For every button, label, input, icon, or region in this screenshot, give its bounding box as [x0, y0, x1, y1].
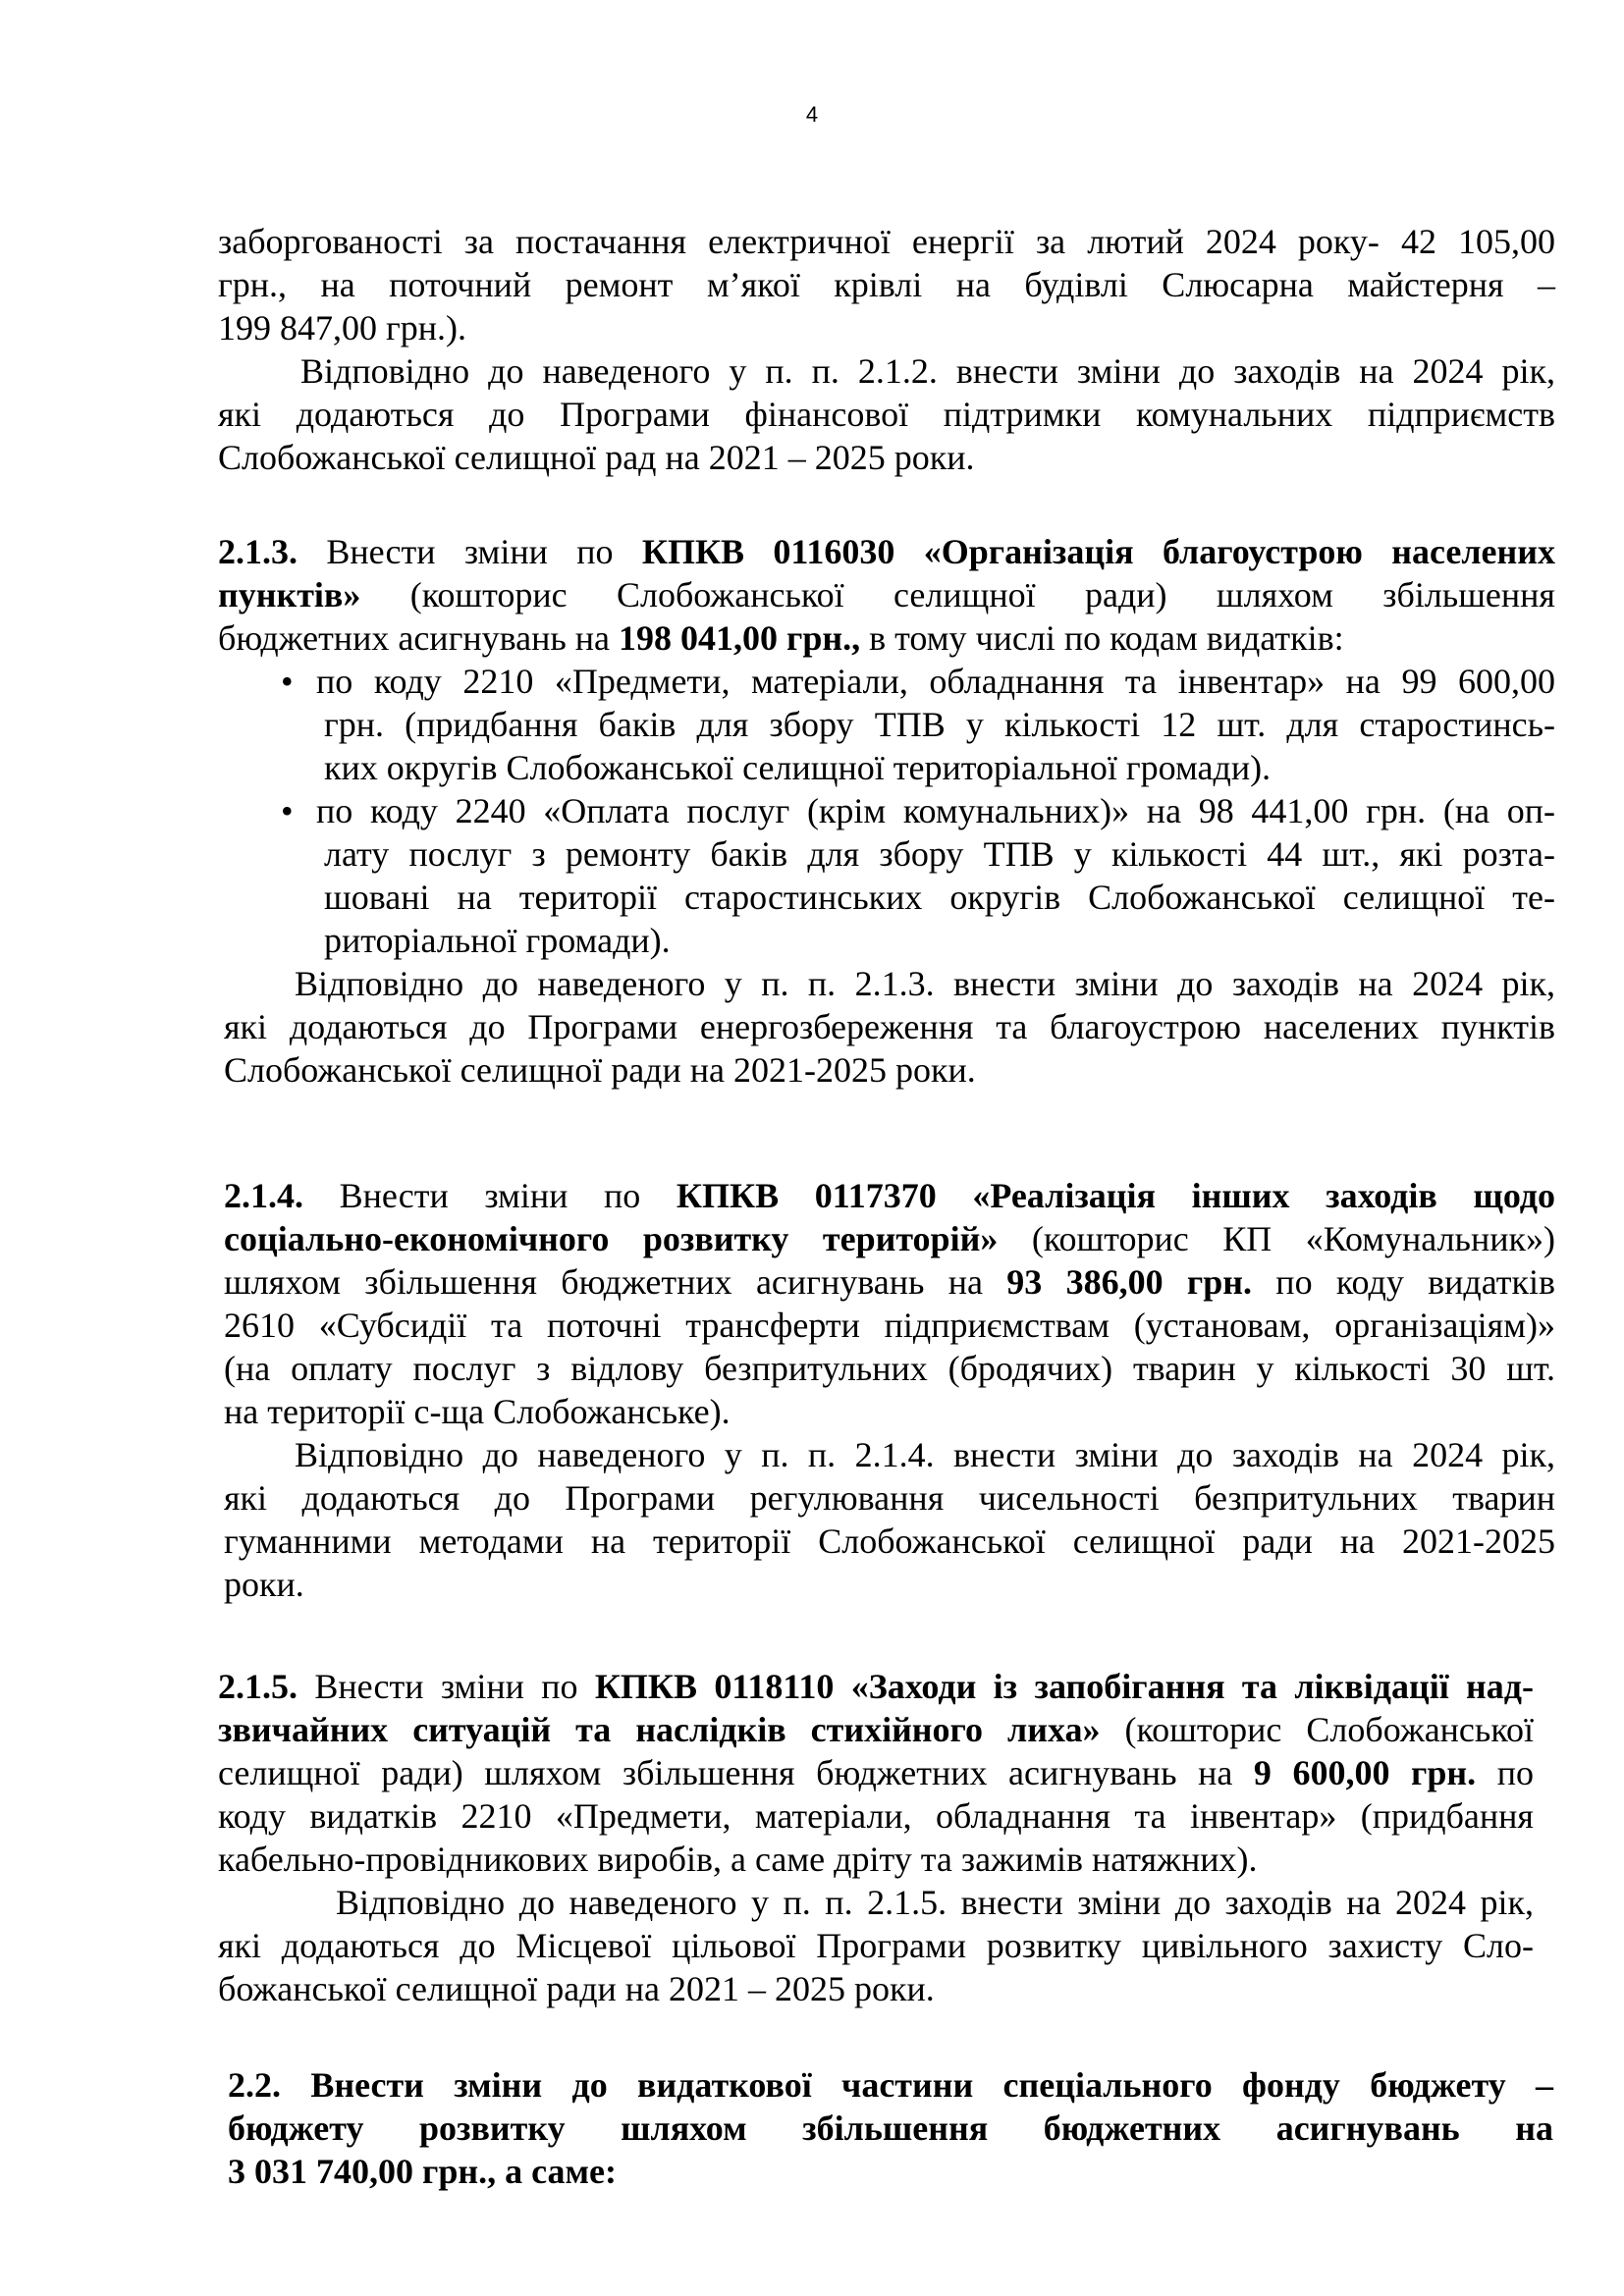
- text-line: роки.: [224, 1565, 304, 1604]
- amount: 198 041,00 грн.,: [619, 618, 861, 658]
- kpkv-title: пунктів»: [218, 575, 361, 614]
- amount: 9 600,00 грн.: [1253, 1753, 1477, 1792]
- text-line: Слобожанської селищної рад на 2021 – 2025 роки.: [218, 438, 975, 477]
- section-number: 2.1.3.: [218, 532, 298, 571]
- text-line: заборгованості за постачання електричної енергії за лютий 2024 року- 42 105,00: [218, 222, 1555, 261]
- text-run: (кошторис Слобожанської: [1100, 1710, 1534, 1749]
- section-number: 2.1.4.: [224, 1176, 303, 1215]
- text-line: які додаються до Місцевої цільової Програми розвитку цивільного захисту Сло-: [218, 1926, 1534, 1965]
- text-line: шовані на території старостинських округів Слобожанської селищної те-: [324, 878, 1555, 917]
- text-line: які додаються до Програми фінансової підтримки комунальних підприємств: [218, 395, 1555, 434]
- text-run: Внести зміни по: [303, 1176, 677, 1215]
- kpkv-title: КПКВ 0117370 «Реалізація інших заходів щодо: [676, 1176, 1555, 1215]
- paragraph-opening: [218, 220, 1555, 479]
- text-line: Відповідно до наведеного у п. п. 2.1.3. внести зміни до заходів на 2024 рік,: [295, 964, 1555, 1003]
- kpkv-title: КПКВ 0118110 «Заходи із запобігання та ліквідації над-: [594, 1667, 1534, 1706]
- text-run: по коду 2210 «Предмети, матеріали, обладнання та інвентар» на 99 600,00: [316, 662, 1555, 701]
- text-line: [218, 1665, 1534, 1708]
- text-line: Слобожанської селищної ради на 2021-2025 роки.: [224, 1050, 976, 1090]
- text-line: 2.2. Внести зміни до видаткової частини спеціального фонду бюджету –: [228, 2065, 1553, 2105]
- text-line: [218, 1751, 1534, 1794]
- text-run: в тому числі по кодам видатків:: [860, 618, 1344, 658]
- text-line: грн. (придбання баків для збору ТПВ у кількості 12 шт. для старостинсь-: [324, 705, 1555, 744]
- text-line: [218, 1708, 1534, 1751]
- text-line: кабельно-провідникових виробів, а саме дріту та зажимів натяжних).: [218, 1840, 1258, 1879]
- bullet-icon: •: [281, 791, 294, 830]
- section-number: 2.1.5.: [218, 1667, 298, 1706]
- text-run: Внести зміни по: [298, 1667, 595, 1706]
- text-line: бюджету розвитку шляхом збільшення бюджетних асигнувань на: [228, 2109, 1553, 2148]
- text-line: на території с-ща Слобожанське).: [224, 1392, 731, 1431]
- text-line: божанської селищної ради на 2021 – 2025 роки.: [218, 1969, 935, 2008]
- section-2-1-5: [218, 1665, 1534, 2010]
- text-run: шляхом збільшення бюджетних асигнувань на: [224, 1262, 1007, 1302]
- text-line: (на оплату послуг з відлову безпритульних (бродячих) тварин у кількості 30 шт.: [224, 1349, 1555, 1388]
- text-line: ких округів Слобожанської селищної територіальної громади).: [324, 748, 1272, 787]
- list-item: [218, 660, 1555, 703]
- text-line: 3 031 740,00 грн., а саме:: [228, 2152, 618, 2191]
- text-line: [218, 616, 1555, 660]
- text-run: (кошторис КП «Комунальник»): [998, 1219, 1555, 1258]
- text-line: грн., на поточний ремонт м’якої крівлі на будівлі Слюсарна майстерня –: [218, 265, 1555, 304]
- text-run: селищної ради) шляхом збільшення бюджетних асигнувань на: [218, 1753, 1254, 1792]
- text-line: [218, 530, 1555, 573]
- text-line: Відповідно до наведеного у п. п. 2.1.4. внести зміни до заходів на 2024 рік,: [295, 1435, 1555, 1474]
- text-line: [224, 1174, 1555, 1217]
- text-line: коду видатків 2210 «Предмети, матеріали, обладнання та інвентар» (придбання: [218, 1796, 1534, 1836]
- text-line: 199 847,00 грн.).: [218, 308, 467, 347]
- text-line: [224, 1260, 1555, 1304]
- list-item: [218, 789, 1555, 832]
- text-line: Відповідно до наведеного у п. п. 2.1.5. внести зміни до заходів на 2024 рік,: [336, 1883, 1534, 1922]
- amount: 93 386,00 грн.: [1006, 1262, 1252, 1302]
- text-line: риторіальної громади).: [324, 921, 671, 960]
- text-line: Відповідно до наведеного у п. п. 2.1.2. внести зміни до заходів на 2024 рік,: [300, 351, 1555, 391]
- text-line: лату послуг з ремонту баків для збору ТПВ у кількості 44 шт., які розта-: [324, 834, 1555, 874]
- section-2-2: [228, 2063, 1553, 2193]
- section-2-1-4: [218, 1174, 1555, 1606]
- text-line: гуманними методами на території Слобожанської селищної ради на 2021-2025: [224, 1522, 1555, 1561]
- text-line: [224, 1217, 1555, 1260]
- bullet-icon: •: [281, 662, 294, 701]
- section-2-1-3: [218, 530, 1555, 1092]
- text-line: [218, 573, 1555, 616]
- text-line: які додаються до Програми регулювання чисельності безпритульних тварин: [224, 1478, 1555, 1518]
- kpkv-title: звичайних ситуацій та наслідків стихійного лиха»: [218, 1710, 1101, 1749]
- kpkv-title: соціально-економічного розвитку територій»: [224, 1219, 999, 1258]
- text-run: бюджетних асигнувань на: [218, 618, 620, 658]
- page-number: 4: [805, 102, 819, 127]
- kpkv-title: КПКВ 0116030 «Організація благоустрою населених: [641, 532, 1555, 571]
- text-run: по коду видатків: [1252, 1262, 1555, 1302]
- text-run: по: [1476, 1753, 1534, 1792]
- text-run: по коду 2240 «Оплата послуг (крім комунальних)» на 98 441,00 грн. (на оп-: [316, 791, 1555, 830]
- text-run: Внести зміни по: [298, 532, 642, 571]
- text-line: які додаються до Програми енергозбереження та благоустрою населених пунктів: [224, 1007, 1555, 1046]
- text-line: 2610 «Субсидії та поточні трансферти підприємствам (установам, організаціям)»: [224, 1306, 1555, 1345]
- text-run: (кошторис Слобожанської селищної ради) шляхом збільшення: [360, 575, 1555, 614]
